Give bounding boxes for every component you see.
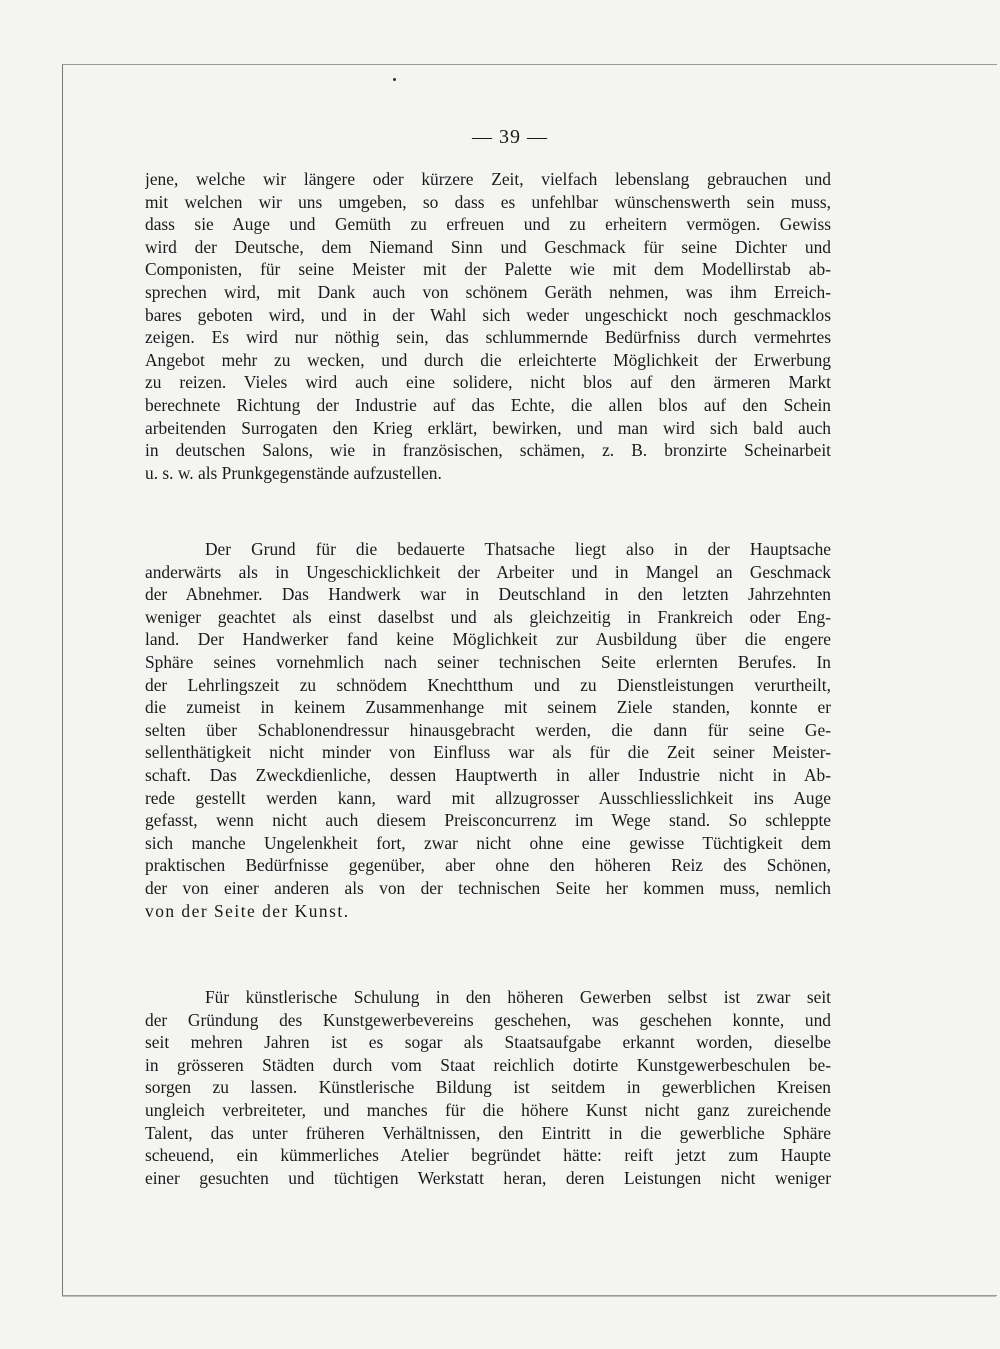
paragraph-1 — [145, 168, 831, 484]
text-line: sellenthätigkeit nicht minder von Einfluss war als für die Zeit seiner Meister- — [145, 742, 831, 763]
text-line: der Lehrlingszeit zu schnödem Knechtthum und zu Dienstleistungen verurtheilt, — [145, 674, 831, 695]
text-line: die zumeist in keinem Zusammenhange mit seinem Ziele standen, konnte er — [145, 697, 831, 718]
text-line: zeigen. Es wird nur nöthig sein, das schlummernde Bedürfniss durch vermehrtes — [145, 327, 831, 348]
text-line: arbeitenden Surrogaten den Krieg erklärt, bewirken, und man wird sich bald auch — [145, 417, 831, 438]
page-number: — 39 — — [472, 126, 548, 148]
text-line: der Abnehmer. Das Handwerk war in Deutschland in den letzten Jahrzehnten — [145, 584, 831, 605]
page-bottom-rule — [62, 1290, 996, 1297]
text-line: berechnete Richtung der Industrie auf das Echte, die allen blos auf den Schein — [145, 394, 831, 415]
text-line: rede gestellt werden kann, ward mit allzugrosser Ausschliesslichkeit ins Auge — [145, 787, 831, 808]
text-line: u. s. w. als Prunkgegenstände aufzustellen. — [145, 462, 442, 483]
text-line: seit mehren Jahren ist es sogar als Staatsaufgabe erkannt worden, dieselbe — [145, 1032, 831, 1053]
text-line: Angebot mehr zu wecken, und durch die erleichterte Möglichkeit der Erwerbung — [145, 349, 831, 370]
text-line: gefasst, wenn nicht auch diesem Preisconcurrenz im Wege stand. So schleppte — [145, 810, 831, 831]
text-line: zu reizen. Vieles wird auch eine solidere, nicht blos auf den ärmeren Markt — [145, 372, 831, 393]
text-line: sprechen wird, mit Dank auch von schönem Geräth nehmen, was ihm Erreich- — [145, 281, 831, 302]
paragraph-3 — [145, 986, 831, 1189]
text-line: von der Seite der Kunst. — [145, 900, 350, 921]
text-line: sorgen zu lassen. Künstlerische Bildung ist seitdem in gewerblichen Kreisen — [145, 1077, 831, 1098]
text-line: Sphäre seines vornehmlich nach seiner technischen Seite erlernten Berufes. In — [145, 651, 831, 672]
text-line: land. Der Handwerker fand keine Möglichkeit zur Ausbildung über die engere — [145, 629, 831, 650]
text-line: sich manche Ungelenkheit fort, zwar nicht ohne eine gewisse Tüchtigkeit dem — [145, 832, 831, 853]
text-line: Der Grund für die bedauerte Thatsache liegt also in der Hauptsache — [205, 539, 831, 559]
text-line: dass sie Auge und Gemüth zu erfreuen und zu erheitern vermögen. Gewiss — [145, 214, 831, 235]
text-line: scheuend, ein kümmerliches Atelier begründet hätte: reift jetzt zum Haupte — [145, 1145, 831, 1166]
text-line: praktischen Bedürfnisse gegenüber, aber ohne den höheren Reiz des Schönen, — [145, 855, 831, 876]
text-line: der Gründung des Kunstgewerbevereins geschehen, was geschehen konnte, und — [145, 1009, 831, 1030]
text-line: selten über Schablonendressur hinausgebracht werden, die dann für seine Ge- — [145, 719, 831, 740]
text-line: bares geboten wird, und in der Wahl sich weder ungeschickt noch geschmacklos — [145, 304, 831, 325]
text-line: Componisten, für seine Meister mit der Palette wie mit dem Modellirstab ab- — [145, 259, 831, 280]
text-line: schaft. Das Zweckdienliche, dessen Hauptwerth in aller Industrie nicht in Ab- — [145, 764, 831, 785]
text-line: in grösseren Städten durch vom Staat reichlich dotirte Kunstgewerbeschulen be- — [145, 1054, 831, 1075]
text-line: ungleich verbreiteter, und manches für die höhere Kunst nicht ganz zureichende — [145, 1099, 831, 1120]
text-line: wird der Deutsche, dem Niemand Sinn und Geschmack für seine Dichter und — [145, 236, 831, 257]
text-line: der von einer anderen als von der technischen Seite her kommen muss, nemlich — [145, 877, 831, 898]
paragraph-2 — [145, 538, 831, 922]
text-line: in deutschen Salons, wie in französischen, schämen, z. B. bronzirte Scheinarbeit — [145, 440, 831, 461]
text-line: weniger geachtet als einst daselbst und als gleichzeitig in Frankreich oder Eng- — [145, 606, 831, 627]
text-line: jene, welche wir längere oder kürzere Zeit, vielfach lebenslang gebrauchen und — [145, 169, 831, 189]
text-line: mit welchen wir uns umgeben, so dass es unfehlbar wünschenswerth sein muss, — [145, 191, 831, 212]
text-line: einer gesuchten und tüchtigen Werkstatt heran, deren Leistungen nicht weniger — [145, 1167, 831, 1188]
text-line: Talent, das unter früheren Verhältnissen, den Eintritt in die gewerbliche Sphäre — [145, 1122, 831, 1143]
text-line: anderwärts als in Ungeschicklichkeit der Arbeiter und in Mangel an Geschmack — [145, 561, 831, 582]
text-line: Für künstlerische Schulung in den höheren Gewerben selbst ist zwar seit — [205, 987, 831, 1007]
ink-mark — [393, 78, 396, 81]
